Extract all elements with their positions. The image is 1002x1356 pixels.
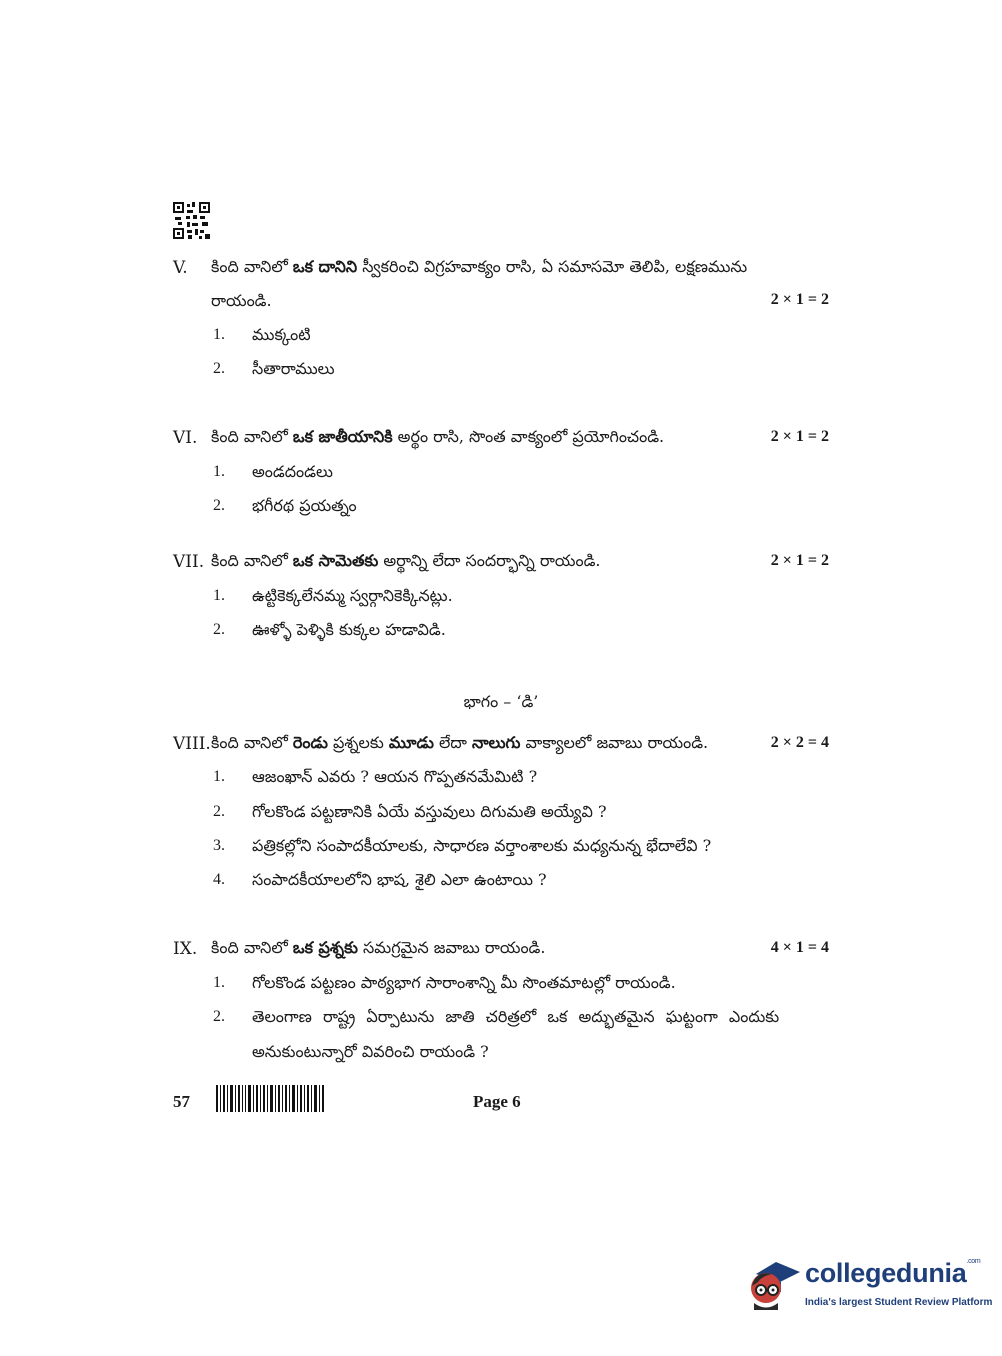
option-text-continued: అనుకుంటున్నారో వివరించి రాయండి ? — [252, 1042, 489, 1061]
option-text: భగీరథ ప్రయత్నం — [252, 496, 357, 515]
option-text: పత్రికల్లోని సంపాదకీయాలకు, సాధారణ వర్తాంశాలకు మధ్యనున్న భేదాలేవి ? — [252, 836, 712, 855]
qr-code — [173, 202, 210, 239]
option-text: ఉట్టికెక్కలేనమ్మ స్వర్గానికెక్కినట్లు. — [252, 586, 453, 605]
option-text: ఆజంఖాన్ ఎవరు ? ఆయన గొప్పతనమేమిటి ? — [252, 767, 538, 786]
option-text: ఊళ్ళో పెళ్ళికి కుక్కల హడావిడి. — [252, 620, 446, 639]
question-number: V. — [173, 258, 188, 278]
option-text: తెలంగాణ రాష్ట్ర ఏర్పాటును జాతి చరిత్రలో ఒక అద్భుతమైన ఘట్టంగా ఎందుకు — [252, 1007, 780, 1026]
question-text: కింది వానిలో ఒక సామెతకు అర్థాన్ని లేదా సందర్భాన్ని రాయండి. — [211, 551, 601, 570]
question-number: IX. — [173, 939, 198, 959]
option-number: 2. — [213, 497, 225, 514]
option-text: గోలకొండ పట్టణం పాఠ్యభాగ సారాంశాన్ని మీ సొంతమాటల్లో రాయండి. — [252, 973, 676, 992]
section-heading: భాగం – ‘డి’ — [463, 692, 539, 711]
question-text: కింది వానిలో రెండు ప్రశ్నలకు మూడు లేదా నాలుగు వాక్యాలలో జవాబు రాయండి. — [211, 733, 709, 752]
page-number: Page 6 — [473, 1092, 521, 1111]
logo-name: collegedunia$^{.com}$ — [805, 1258, 981, 1288]
logo-tagline: India's largest Student Review Platform — [805, 1297, 993, 1308]
option-number: 2. — [213, 360, 225, 377]
marks: 2 × 1 = 2 — [770, 428, 829, 445]
marks: 4 × 1 = 4 — [770, 939, 829, 956]
option-number: 1. — [213, 326, 225, 343]
option-number: 1. — [213, 974, 225, 991]
question-text-continued: రాయండి. — [211, 291, 272, 310]
barcode — [216, 1085, 326, 1112]
question-text: కింది వానిలో ఒక దానిని స్వీకరించి విగ్రహవాక్యం రాసి, ఏ సమాసమో తెలిపి, లక్షణమును — [211, 257, 748, 276]
option-text: ముక్కంటి — [252, 325, 311, 344]
question-text: కింది వానిలో ఒక జాతీయానికి అర్థం రాసి, సొంత వాక్యంలో ప్రయోగించండి. — [211, 427, 665, 446]
question-number: VIII. — [173, 734, 211, 754]
option-number: 1. — [213, 587, 225, 604]
option-number: 2. — [213, 1008, 225, 1025]
marks: 2 × 1 = 2 — [770, 552, 829, 569]
option-number: 2. — [213, 621, 225, 638]
collegedunia-logo — [742, 1252, 993, 1322]
question-number: VI. — [173, 428, 198, 448]
option-number: 2. — [213, 803, 225, 820]
marks: 2 × 1 = 2 — [770, 291, 829, 308]
option-text: అండదండలు — [252, 462, 333, 481]
option-number: 3. — [213, 837, 225, 854]
option-text: సంపాదకీయాలలోని భాష, శైలి ఎలా ఉంటాయి ? — [252, 870, 547, 889]
question-number: VII. — [173, 552, 205, 572]
question-text: కింది వానిలో ఒక ప్రశ్నకు సమగ్రమైన జవాబు రాయండి. — [211, 938, 546, 957]
paper-code: 57 — [173, 1092, 190, 1111]
option-number: 1. — [213, 463, 225, 480]
option-text: గోలకొండ పట్టణానికి ఏయే వస్తువులు దిగుమతి అయ్యేవి ? — [252, 802, 607, 821]
option-number: 1. — [213, 768, 225, 785]
mascot-icon — [742, 1252, 804, 1314]
option-number: 4. — [213, 871, 225, 888]
marks: 2 × 2 = 4 — [770, 734, 829, 751]
option-text: సీతారాములు — [252, 359, 335, 378]
